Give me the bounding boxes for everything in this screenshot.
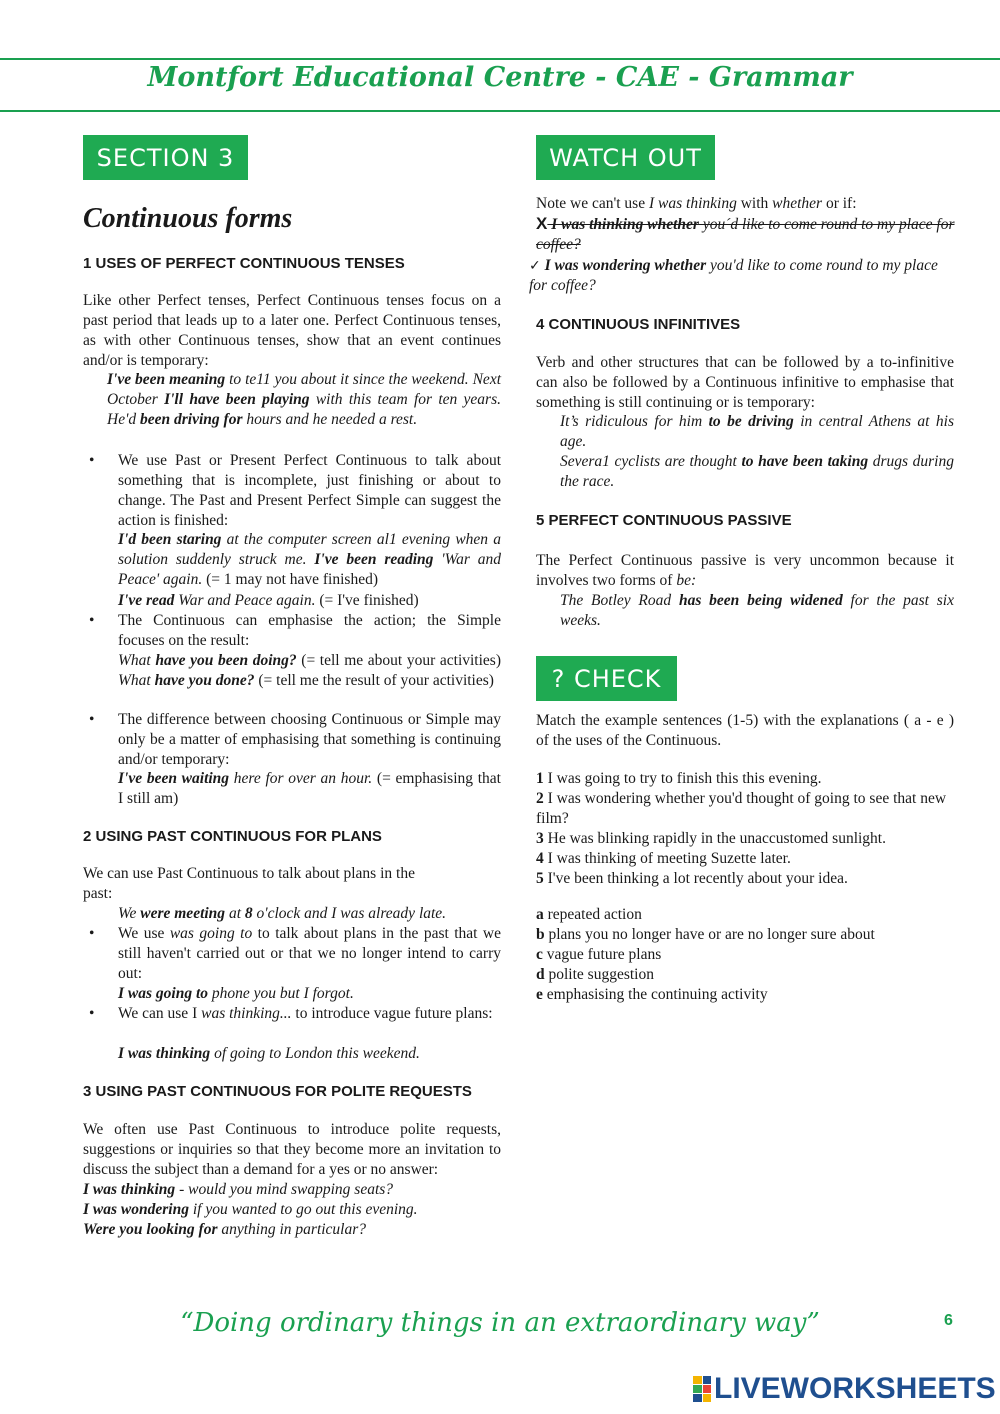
section-3-example-3: Were you looking for anything in particular? <box>83 1221 367 1238</box>
check-sentence: 2 I was wondering whether you'd thought of going to see that new film? <box>536 790 947 827</box>
section-1-example-4: What have you been doing? (= tell me about your activities) What have you done? (= tell me the result of your activities) <box>118 652 501 689</box>
header-bottom-rule <box>0 110 1000 112</box>
liveworksheets-brand: LIVEWORKSHEETS <box>714 1372 996 1405</box>
check-icon: ✓ <box>529 258 541 274</box>
section-4-example-2: Severa1 cyclists are thought to have been taking drugs during the race. <box>560 453 954 490</box>
section-2-intro: We can use Past Continuous to talk about plans in the past: <box>83 865 415 902</box>
section-1-bullet-1: • We use Past or Present Perfect Continuous to talk about something that is incomplete, just finishing or about to change. The Past and Present Perfect Simple can suggest the action is finished: <box>118 451 501 531</box>
section-5-example-1: The Botley Road has been being widened for the past six weeks. <box>560 592 954 629</box>
check-explanation-list <box>536 905 956 1005</box>
section-2-title: 2 USING PAST CONTINUOUS FOR PLANS <box>83 828 382 845</box>
check-explanation: d polite suggestion <box>536 966 654 983</box>
watch-out-tag: WATCH OUT <box>536 135 715 180</box>
header-title: Montfort Educational Centre - CAE - Grammar <box>147 62 853 93</box>
page-number: 6 <box>944 1312 953 1329</box>
check-sentence: 5 I've been thinking a lot recently about your idea. <box>536 870 848 887</box>
section-1-example-1: I've been meaning to te11 you about it since the weekend. Next October I'll have been playing with this team for ten years. He'd been driving for hours and he needed a rest. <box>107 371 502 428</box>
section-2-bullet-1: • We use was going to to talk about plans in the past that we still haven't carried out or that we no longer intend to carry out: <box>118 924 501 984</box>
section-1-bullet-2: • The Continuous can emphasise the action; the Simple focuses on the result: <box>118 611 501 651</box>
section-tag: SECTION 3 <box>83 135 248 180</box>
check-sentence: 4 I was thinking of meeting Suzette later. <box>536 850 791 867</box>
check-tag: ? CHECK <box>536 656 677 701</box>
liveworksheets-icon <box>693 1376 711 1402</box>
section-5-title: 5 PERFECT CONTINUOUS PASSIVE <box>536 512 792 529</box>
page-heading: Continuous forms <box>83 203 293 234</box>
watch-out-right-example: ✓ I was wondering whether you'd like to come round to my place for coffee? <box>529 257 938 294</box>
section-3-example-2: I was wondering if you wanted to go out this evening. <box>83 1201 418 1218</box>
section-1-intro: Like other Perfect tenses, Perfect Continuous tenses focus on a past period that leads up to a later one. Perfect Continuous tenses, as with other Continuous tenses, show that an event continues and/or is temporary: <box>83 292 501 369</box>
section-2-example-2: I was going to phone you but I forgot. <box>118 985 354 1002</box>
section-3-intro: We often use Past Continuous to introduce polite requests, suggestions or inquiries so that they become more an invitation to discuss the subject than a demand for a yes or no answer: <box>83 1121 501 1178</box>
section-4-intro: Verb and other structures that can be followed by a to-infinitive can also be followed by a Continuous infinitive to emphasise that something is still continuing or is temporary: <box>536 354 954 411</box>
check-sentence-list <box>536 769 956 889</box>
section-4-title: 4 CONTINUOUS INFINITIVES <box>536 316 741 333</box>
section-3-example-1: I was thinking - would you mind swapping seats? <box>83 1181 394 1198</box>
section-1-bullet-3: • The difference between choosing Continuous or Simple may only be a matter of emphasising that something is continuing and/or temporary: <box>118 710 501 770</box>
footer-quote: “Doing ordinary things in an extraordinary way” <box>180 1308 820 1338</box>
check-explanation: a repeated action <box>536 906 642 923</box>
section-1-example-2: I'd been staring at the computer screen al1 evening when a solution suddenly struck me. I've been reading 'War and Peace' again. (= 1 may not have finished) <box>118 531 501 588</box>
cross-icon: X <box>536 214 548 233</box>
header-top-rule <box>0 58 1000 60</box>
check-intro: Match the example sentences (1-5) with the explanations ( a - e ) of the uses of the Continuous. <box>536 712 954 749</box>
watch-out-wrong-example: X I was thinking whether you´d like to come round to my place for coffee? <box>536 214 955 253</box>
check-explanation: b plans you no longer have or are no longer sure about <box>536 926 875 943</box>
section-3-title: 3 USING PAST CONTINUOUS FOR POLITE REQUESTS <box>83 1083 472 1100</box>
check-explanation: e emphasising the continuing activity <box>536 986 768 1003</box>
section-2-example-1: We were meeting at 8 o'clock and I was already late. <box>118 905 447 922</box>
check-sentence: 1 I was going to try to finish this this evening. <box>536 770 822 787</box>
section-1-example-3: I've read War and Peace again. (= I've finished) <box>118 592 419 609</box>
section-2-bullet-2: • We can use I was thinking... to introduce vague future plans: <box>118 1004 501 1024</box>
section-1-title: 1 USES OF PERFECT CONTINUOUS TENSES <box>83 255 405 272</box>
section-1-example-5: I've been waiting here for over an hour. (= emphasising that I still am) <box>118 770 501 807</box>
check-sentence: 3 He was blinking rapidly in the unaccustomed sunlight. <box>536 830 886 847</box>
check-explanation: c vague future plans <box>536 946 662 963</box>
section-5-intro: The Perfect Continuous passive is very uncommon because it involves two forms of be: <box>536 552 954 589</box>
section-2-example-3: I was thinking of going to London this weekend. <box>118 1045 420 1062</box>
liveworksheets-logo[interactable] <box>693 1372 996 1406</box>
section-4-example-1: It’s ridiculous for him to be driving in central Athens at his age. <box>560 413 954 450</box>
watch-out-note: Note we can't use I was thinking with whether or if: <box>536 195 857 212</box>
